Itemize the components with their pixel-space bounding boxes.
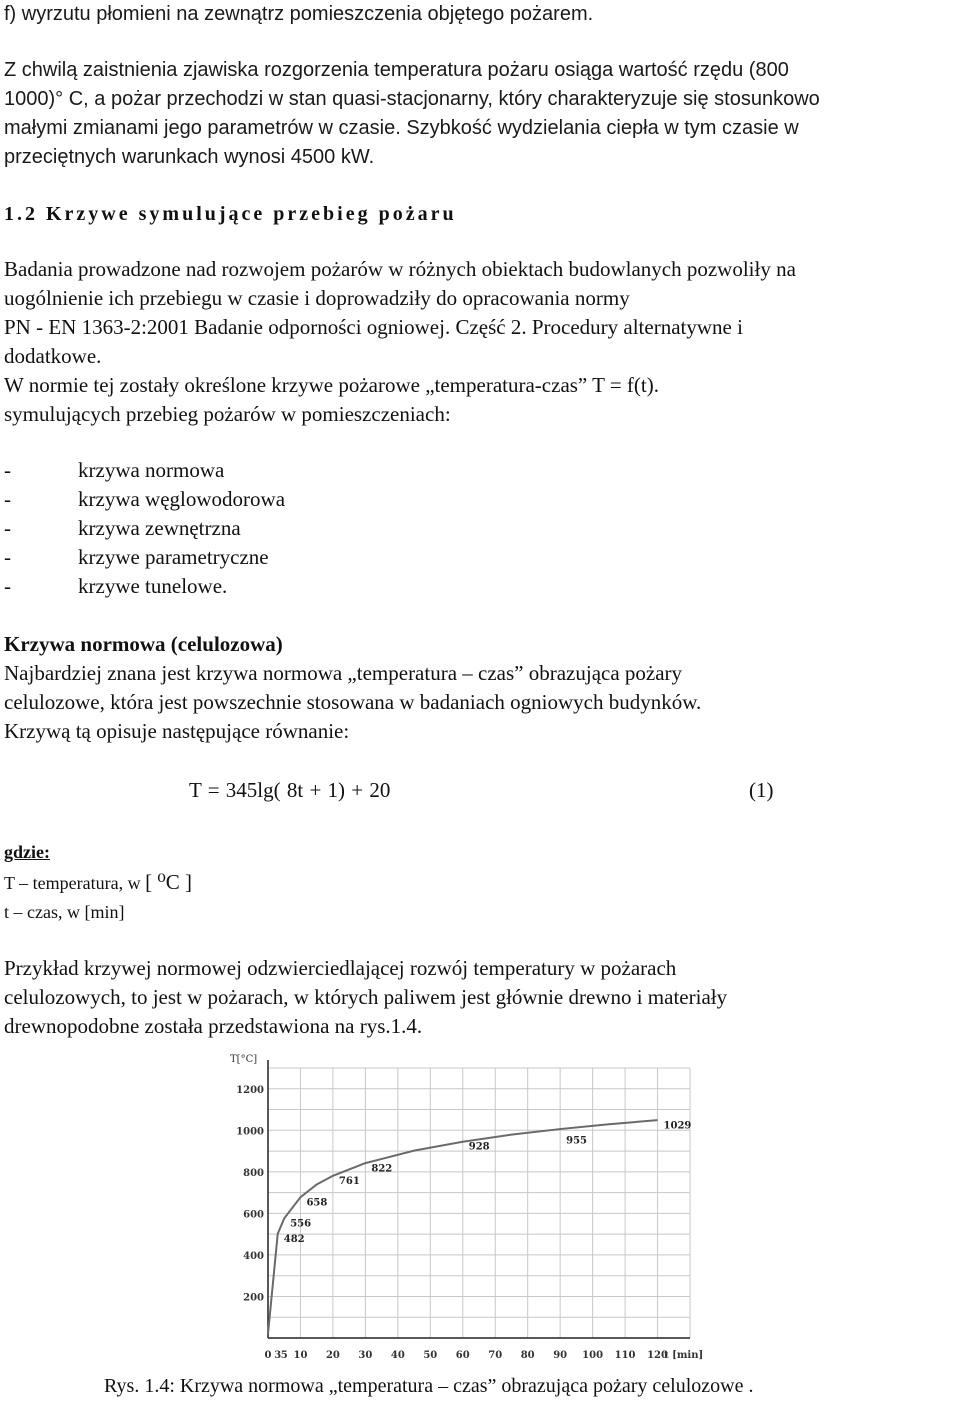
x-tick-label: 20 xyxy=(325,1350,340,1361)
equation-row xyxy=(4,776,956,808)
x-tick-label: 30 xyxy=(358,1350,373,1361)
definition-T xyxy=(4,868,192,898)
x-tick-label: 3 xyxy=(274,1350,282,1361)
y-tick-label: 400 xyxy=(243,1250,264,1262)
data-label: 1029 xyxy=(663,1120,692,1132)
list-item-text: krzywe tunelowe. xyxy=(78,574,228,598)
section-paragraph-line: dodatkowe. xyxy=(4,344,102,368)
example-paragraph-line: celulozowych, to jest w pożarach, w których paliwem jest głównie drewno i materiały xyxy=(4,985,728,1009)
normowa-heading: Krzywa normowa (celulozowa) xyxy=(4,632,283,656)
definition-t: t – czas, w [min] xyxy=(4,902,125,922)
y-tick-label: 600 xyxy=(243,1209,264,1221)
example-paragraph-line: drewnopodobne została przedstawiona na rys.1.4. xyxy=(4,1014,423,1038)
example-paragraph-line: Przykład krzywej normowej odzwierciedlającej rozwój temperatury w pożarach xyxy=(4,956,677,980)
list-item-text: krzywa zewnętrzna xyxy=(78,516,241,540)
equation-number: (1) xyxy=(749,778,774,802)
list-item xyxy=(4,456,285,485)
temperature-time-chart xyxy=(222,1048,722,1370)
example-paragraph xyxy=(4,954,727,1041)
intro-paragraph xyxy=(4,56,820,172)
y-tick-label: 200 xyxy=(243,1292,264,1304)
intro-paragraph-line: przeciętnych warunkach wynosi 4500 kW. xyxy=(4,146,375,168)
gdzie-label: gdzie: xyxy=(4,842,50,862)
section-heading: 1.2 Krzywe symulujące przebieg pożaru xyxy=(4,203,457,225)
section-paragraph-line: Badania prowadzone nad rozwojem pożarów w różnych obiektach budowlanych pozwoliły na xyxy=(4,257,796,281)
x-tick-label: 40 xyxy=(390,1350,405,1361)
x-tick-label: 50 xyxy=(423,1350,438,1361)
normowa-paragraph-line: Najbardziej znana jest krzywa normowa „temperatura – czas” obrazująca pożary xyxy=(4,661,683,685)
section-paragraph-line: PN - EN 1363-2:2001 Badanie odporności ogniowej. Część 2. Procedury alternatywne i xyxy=(4,315,743,339)
intro-paragraph-line: 1000)° C, a pożar przechodzi w stan quasi-stacjonarny, który charakteryzuje się stosunkowo xyxy=(4,88,820,110)
section-paragraph-line: W normie tej zostały określone krzywe pożarowe „temperatura-czas” T = f(t). xyxy=(4,373,659,397)
intro-paragraph-line: małymi zmianami jego parametrów w czasie. Szybkość wydzielania ciepła w tym czasie w xyxy=(4,117,799,139)
data-label: 822 xyxy=(371,1163,393,1175)
list-dash: - xyxy=(4,516,11,540)
section-paragraph xyxy=(4,255,796,429)
normowa-paragraph-line: celulozowe, która jest powszechnie stosowana w badaniach ogniowych budynków. xyxy=(4,690,702,714)
x-tick-label: 90 xyxy=(553,1350,568,1361)
x-axis-label: t [min] xyxy=(664,1350,704,1361)
x-tick-label: 10 xyxy=(293,1350,308,1361)
equation: T = 345lg( 8t + 1) + 20 xyxy=(189,778,391,802)
curve-list xyxy=(4,456,285,601)
y-axis-label: T[°C] xyxy=(230,1054,258,1065)
data-label: 928 xyxy=(468,1141,490,1153)
list-dash: - xyxy=(4,574,11,598)
data-label: 955 xyxy=(566,1135,588,1147)
intro-line: f) wyrzutu płomieni na zewnątrz pomieszczenia objętego pożarem. xyxy=(4,3,594,25)
figure-caption: Rys. 1.4: Krzywa normowa „temperatura – czas” obrazująca pożary celulozowe . xyxy=(104,1375,754,1397)
list-item-text: krzywa węglowodorowa xyxy=(78,487,286,511)
list-dash: - xyxy=(4,545,11,569)
list-item-text: krzywa normowa xyxy=(78,458,225,482)
definition-T-unit: [ ⁰C ] xyxy=(145,870,193,894)
list-item xyxy=(4,543,285,572)
data-label: 658 xyxy=(306,1197,328,1209)
x-tick-label: 0 xyxy=(264,1350,272,1361)
x-tick-label: 5 xyxy=(280,1350,288,1361)
list-dash: - xyxy=(4,458,11,482)
section-paragraph-line: symulujących przebieg pożarów w pomieszczeniach: xyxy=(4,402,451,426)
x-tick-label: 100 xyxy=(582,1350,604,1361)
data-label: 482 xyxy=(283,1233,305,1245)
section-paragraph-line: uogólnienie ich przebiegu w czasie i doprowadziły do opracowania normy xyxy=(4,286,630,310)
list-item xyxy=(4,514,285,543)
x-tick-label: 60 xyxy=(455,1350,470,1361)
y-tick-label: 1200 xyxy=(236,1084,264,1096)
list-dash: - xyxy=(4,487,11,511)
x-tick-label: 120 xyxy=(647,1350,668,1361)
list-item-text: krzywe parametryczne xyxy=(78,545,269,569)
intro-paragraph-line: Z chwilą zaistnienia zjawiska rozgorzenia temperatura pożaru osiąga wartość rzędu (800 xyxy=(4,59,789,81)
list-item xyxy=(4,572,285,601)
list-item xyxy=(4,485,285,514)
x-tick-label: 80 xyxy=(520,1350,535,1361)
normowa-paragraph-line: Krzywą tą opisuje następujące równanie: xyxy=(4,719,350,743)
x-tick-label: 110 xyxy=(614,1350,636,1361)
normowa-paragraph xyxy=(4,659,701,746)
data-label: 761 xyxy=(338,1175,360,1187)
data-label: 556 xyxy=(290,1218,312,1230)
y-tick-label: 1000 xyxy=(236,1126,264,1138)
definition-T-text: T – temperatura, w xyxy=(4,873,141,893)
x-tick-label: 70 xyxy=(488,1350,503,1361)
y-tick-label: 800 xyxy=(243,1167,264,1179)
